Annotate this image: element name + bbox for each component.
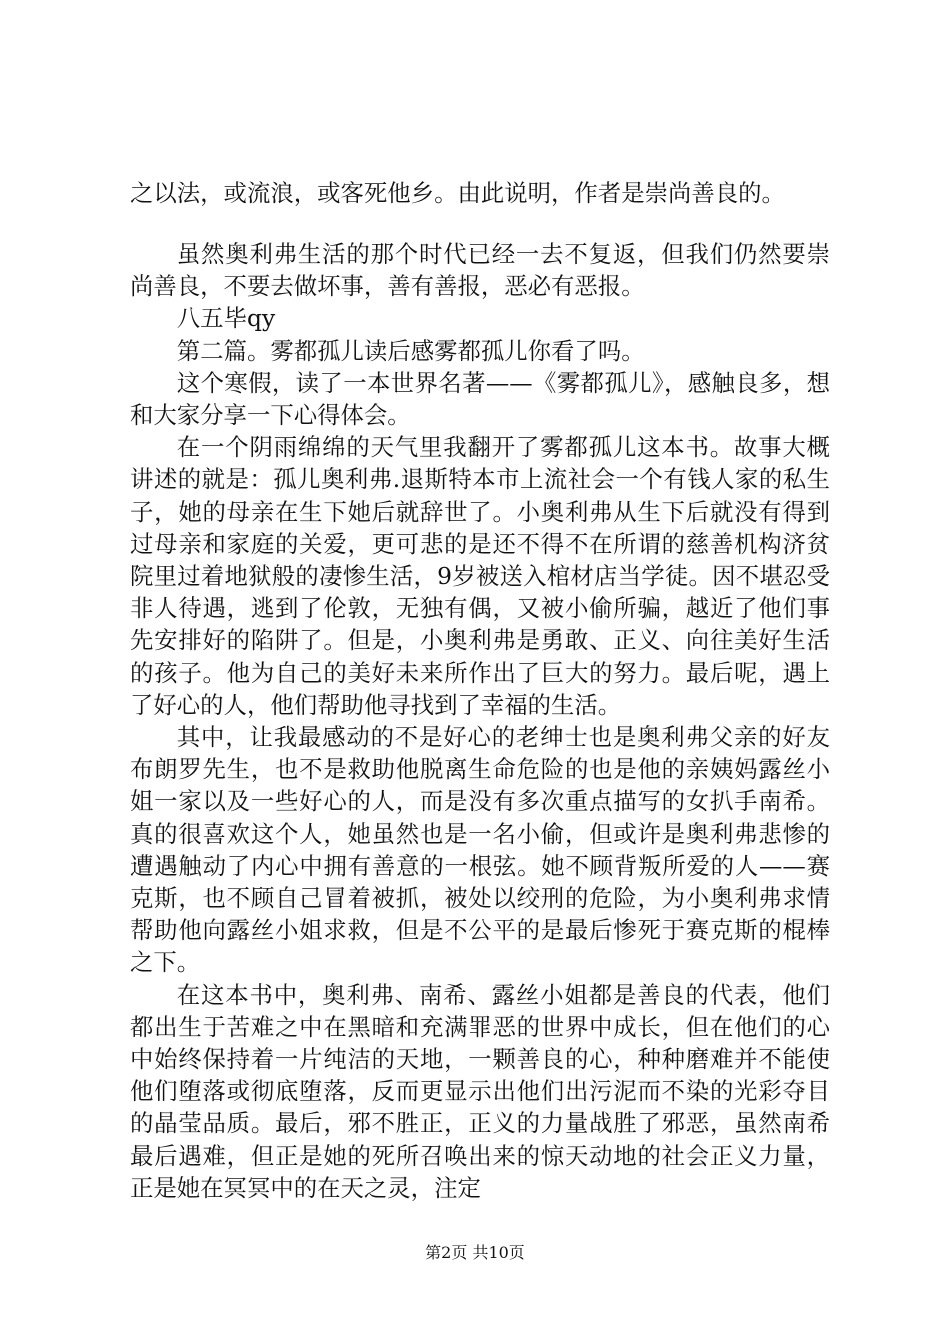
continuation-line: 之以法，或流浪，或客死他乡。由此说明，作者是崇尚善良的。	[130, 179, 785, 207]
paragraph-kindness: 在这本书中，奥利弗、南希、露丝小姐都是善良的代表，他们都出生于苦难之中在黑暗和充满罪恶的世界中成长，但在他们的心中始终保持着一片纯洁的天地，一颗善良的心，种种磨难并不能使他们堕落或彻底堕落，反而更显示出他们出污泥而不染的光彩夺目的晶莹品质。最后，邪不胜正，正义的力量战胜了邪恶，虽然南希最后遇难，但正是她的死所召唤出来的惊天动地的社会正义力量，正是她在冥冥中的在天之灵，注定	[130, 980, 830, 1202]
paragraph-intro: 这个寒假，读了一本世界名著——《雾都孤儿》，感触良多，想和大家分享一下心得体会。	[130, 368, 830, 430]
paragraph-conclusion: 虽然奥利弗生活的那个时代已经一去不复返，但我们仍然要崇尚善良，不要去做坏事，善有善报，恶必有恶报。	[130, 240, 830, 301]
paragraph-nancy: 其中，让我最感动的不是好心的老绅士也是奥利弗父亲的好友布朗罗先生，也不是救助他脱离生命危险的也是他的亲姨妈露丝小姐一家以及一些好心的人，而是没有多次重点描写的女扒手南希。真的很喜欢这个人，她虽然也是一名小偷，但或许是奥利弗悲惨的遭遇触动了内心中拥有善意的一根弦。她不顾背叛所爱的人——赛克斯，也不顾自己冒着被抓，被处以绞刑的危险，为小奥利弗求情帮助他向露丝小姐求救，但是不公平的是最后惨死于赛克斯的棍棒之下。	[130, 723, 830, 977]
paragraph-note: 八五毕qy	[176, 304, 276, 333]
section-heading: 第二篇。雾都孤儿读后感雾都孤儿你看了吗。	[176, 336, 645, 365]
paragraph-story: 在一个阴雨绵绵的天气里我翻开了雾都孤儿这本书。故事大概讲述的就是：孤儿奥利弗.退斯特本市上流社会一个有钱人家的私生子，她的母亲在生下她后就辞世了。小奥利弗从生下后就没有得到过母亲和家庭的关爱，更可悲的是还不得不在所谓的慈善机构济贫院里过着地狱般的凄惨生活，9岁被送入棺材店当学徒。因不堪忍受非人待遇，逃到了伦敦，无独有偶，又被小偷所骗，越近了他们事先安排好的陷阱了。但是，小奥利弗是勇敢、正义、向往美好生活的孩子。他为自己的美好未来所作出了巨大的努力。最后呢，遇上了好心的人，他们帮助他寻找到了幸福的生活。	[130, 433, 830, 719]
page-number-footer: 第2页 共10页	[425, 1243, 525, 1262]
document-body	[130, 238, 830, 1204]
